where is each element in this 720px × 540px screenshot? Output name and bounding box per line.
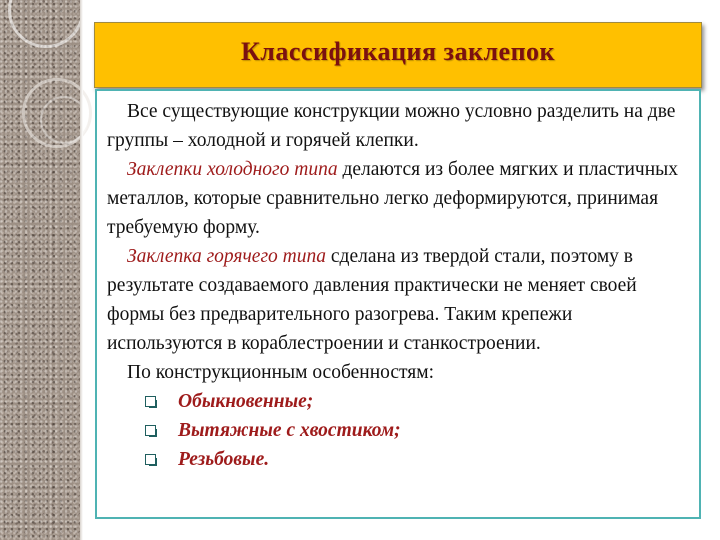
slide-title: Классификация заклепок [240, 37, 556, 66]
list-item-label: Обыкновенные; [178, 391, 314, 412]
term-hot-rivets: Заклепка горячего типа [127, 246, 327, 267]
granite-sidebar [0, 0, 82, 540]
paragraph-hot-rivets [107, 242, 689, 358]
paragraph-cold-rivets-text: делаются из более мягких и пластичных металлов, которые сравнительно легко деформируются, принимая требуемую форму. [107, 159, 679, 238]
decorative-ring [8, 0, 84, 48]
paragraph-hot-rivets-text: сделана из твердой стали, поэтому в результате создаваемого давления практически не меняет своей формы без предварительного разогрева. Таким крепежи используются в кораблестроении и станкостроении. [107, 246, 637, 354]
paragraph-intro-text: Все существующие конструкции можно условно разделить на две группы – холодной и горячей клепки. [107, 101, 676, 151]
title-banner [94, 22, 702, 88]
list-item [145, 387, 689, 416]
paragraph-cold-rivets [107, 155, 689, 242]
rivet-types-list [107, 387, 689, 474]
list-item [145, 445, 689, 474]
paragraph-design-features [107, 358, 689, 387]
term-cold-rivets: Заклепки холодного типа [127, 159, 338, 180]
sidebar-edge [80, 0, 83, 540]
list-item-label: Резьбовые. [178, 449, 270, 470]
checkbox-bullet-icon [145, 396, 156, 407]
checkbox-bullet-icon [145, 425, 156, 436]
list-item [145, 416, 689, 445]
content-box [95, 89, 701, 519]
paragraph-design-features-text: По конструкционным особенностям: [127, 362, 435, 383]
checkbox-bullet-icon [145, 454, 156, 465]
list-item-label: Вытяжные с хвостиком; [178, 420, 401, 441]
paragraph-intro [107, 97, 689, 155]
